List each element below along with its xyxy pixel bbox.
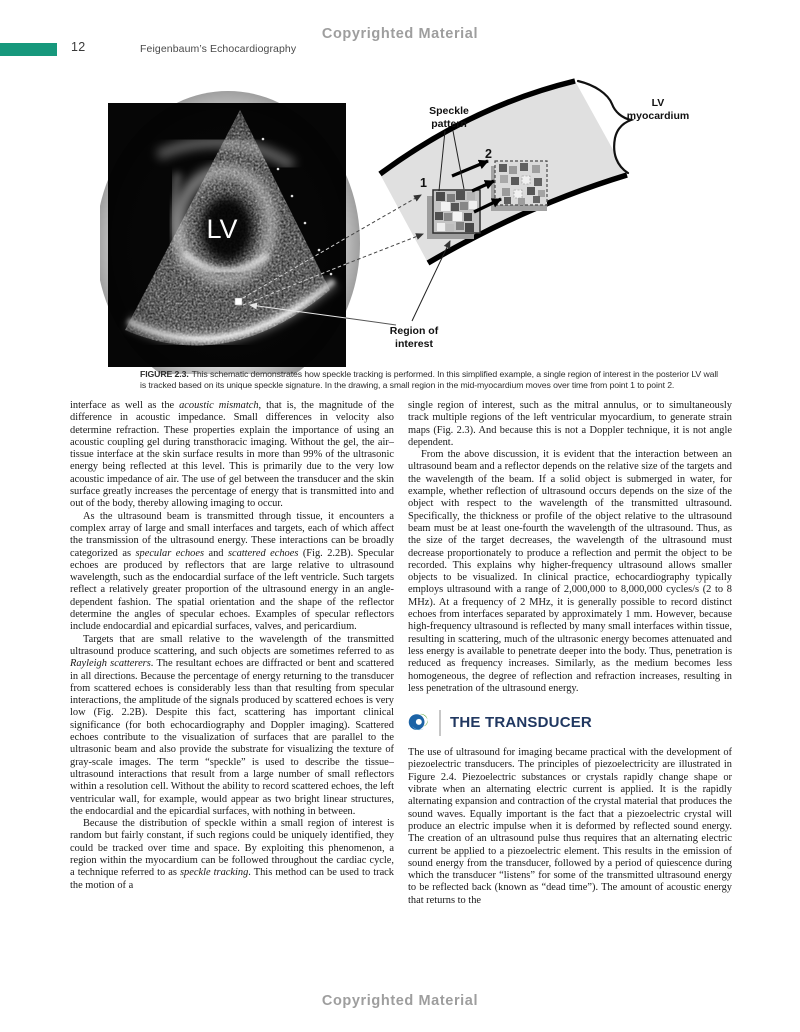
- roi-marker: [235, 298, 242, 305]
- lv-label: LV: [206, 214, 238, 244]
- region-of-interest-label: [390, 325, 439, 350]
- chapter-accent-bar: [0, 43, 57, 56]
- running-header: Feigenbaum’s Echocardiography: [140, 43, 297, 55]
- speckle-box-1: [427, 190, 480, 239]
- svg-text:LV: LV: [651, 97, 665, 109]
- svg-text:Speckle: Speckle: [429, 105, 469, 117]
- paragraph: From the above discussion, it is evident that the interaction between an ultrasound beam and a reflector depends on the relative size of the targets and the wavelength of the beam. If a solid object is submerged in water, for example, whether reflection of ultrasound occurs depends on the size of the object with respect to the wavelength of the transmitted ultrasound. Specifically, the thickness or profile of the object relative to the ultrasound beam must be at least one-fourth the wavelength of the ultrasound. Thus, as the size of the target decreases, the wavelength of the ultrasound must decrease proportionately to produce a reflection and permit the object to be recorded. This explains why higher-frequency ultrasound allows smaller objects to be visualized. In clinical practice, echocardiography typically employs ultrasound with a range of 2,000,000 to 8,000,000 cycles/s (2 to 8 MHz). At a frequency of 2 MHz, it is generally possible to record distinct echoes from interfaces separated by approximately 1 mm. However, because high-frequency ultrasound is reflected by many small interfaces within tissue, resulting in scattering, much of the ultrasonic energy becomes attenuated and less energy is available to penetrate deeper into the body. Thus, penetration is reduced as frequency increases. Similarly, as the medium becomes less homogeneous, the degree of reflection and refraction increases, resulting in less penetration of the ultrasound energy.: [408, 449, 732, 694]
- paragraph: Because the distribution of speckle within a small region of interest is random but fairly constant, if such regions could be uniquely identified, they could be tracked over time and space. By exploiting this phenomenon, a region within the myocardium can be followed throughout the cardiac cycle, a technique referred to as speckle tracking. This method can be used to track the motion of a: [70, 818, 394, 891]
- copyright-banner-top: Copyrighted Material: [321, 26, 479, 42]
- paragraph: As the ultrasound beam is transmitted through tissue, it encounters a complex array of large and small interfaces and targets, each of which affect the transmission of the ultrasound energy. These interactions can be broadly categorized as specular echoes and scattered echoes (Fig. 2.2B). Specular echoes are produced by reflectors that are large relative to ultrasound wavelength, such as the endocardial surface of the left ventricle. Such targets reflect a relatively greater proportion of the ultrasound energy in an angle-dependent fashion. The spatial orientation and the shape of the reflector determine the angles of specular echoes. Examples of specular reflectors include endocardial and epicardial surfaces, valves, and pericardium.: [70, 510, 395, 633]
- figure-caption: [140, 369, 718, 392]
- figure-2-3: [100, 78, 730, 374]
- svg-text:pattern: pattern: [431, 118, 467, 130]
- publisher-logo-icon: [408, 712, 431, 735]
- echocardiogram-image: [100, 91, 360, 374]
- section-title: THE TRANSDUCER: [450, 713, 592, 731]
- roi-pointer-outer: [346, 318, 396, 325]
- figure-caption-text: This schematic demonstrates how speckle tracking is performed. In this simplified example, a single region of interest in the posterior LV wall is tracked based on its unique speckle signature. In the drawing, a small region in the mid-myocardium moves over time from point 1 to point 2.: [140, 369, 719, 391]
- body-column-left: [70, 400, 394, 892]
- paragraph: single region of interest, such as the mitral annulus, or to simultaneously track multiple regions of the left ventricular myocardium, to generate strain maps (Fig. 2.3). And because this is not a Doppler technique, it is not angle dependent.: [408, 400, 732, 448]
- paragraph: The use of ultrasound for imaging became practical with the development of piezoelectric transducers. The principles of piezoelectricity are illustrated in Figure 2.4. Piezoelectric substances or crystals rapidly change shape or vibrate when an alternating electric current is applied. It is the rapidly alternating expansion and contraction of the crystal material that produces the sound waves. Equally important is the fact that a piezoelectric crystal will produce an electric impulse when it is deformed by reflected sound energy. The creation of an ultrasound pulse thus requires that an alternating electric current be applied to a piezoelectric element. This results in the emission of sound energy from the transducer, followed by a period of quiescence during which the transducer “listens” for some of the transmitted ultrasound energy to be reflected back (known as “dead time”). The amount of acoustic energy that returns to the: [408, 747, 732, 906]
- svg-text:Region of: Region of: [389, 325, 439, 337]
- figure-caption-label: FIGURE 2.3.: [140, 369, 189, 379]
- lv-myocardium-label: [627, 97, 689, 122]
- page-number: 12: [71, 40, 86, 54]
- body-column-right: [408, 400, 732, 907]
- svg-text:myocardium: myocardium: [626, 110, 690, 122]
- point-2-label: 2: [485, 147, 492, 161]
- point-1-label: 1: [420, 176, 427, 190]
- paragraph: interface as well as the acoustic mismatch, that is, the magnitude of the difference in acoustic impedance. Small differences in velocity also determine refraction. These properties explain the importance of using an acoustic coupling gel during transthoracic imaging. Without the gel, the air–tissue interface at the skin surface results in more than 99% of the ultrasonic energy being reflected at this level. This is primarily due to the very low acoustic impedance of air. The use of gel between the transducer and the skin surface greatly increases the percentage of energy that is transmitted into and out of the body, thereby allowing imaging to occur.: [70, 400, 394, 510]
- heading-divider: [439, 710, 441, 736]
- svg-text:interest: interest: [395, 338, 433, 350]
- paragraph: Targets that are small relative to the wavelength of the transmitted ultrasound produce scattering, and such objects are sometimes referred to as Rayleigh scatterers. The resultant echoes are diffracted or bent and scattered in all directions. Because the percentage of energy returning to the transducer from scattered echoes is considerably less than that resulting from specular interactions, the amplitude of the signals produced by scattered echoes is very low (Fig. 2.2B). Despite this fact, scattering has important clinical significance (for both echocardiography and Doppler imaging). Scattered echoes contribute to the visualization of surfaces that are parallel to the ultrasonic beam and also provide the substrate for visualizing the texture of gray-scale images. The term “speckle” is used to describe the tissue–ultrasound interactions that result from a large number of small reflectors within a resolution cell. Without the ability to record scattered echoes, the left ventricular wall, for example, would appear as two bright linear structures, the endocardial and the epicardial surfaces, with nothing in between.: [70, 633, 394, 817]
- section-heading: [408, 710, 732, 736]
- copyright-banner-bottom: Copyrighted Material: [321, 993, 479, 1009]
- speckle-pattern-label: [429, 105, 469, 130]
- speckle-box-2: [491, 161, 547, 211]
